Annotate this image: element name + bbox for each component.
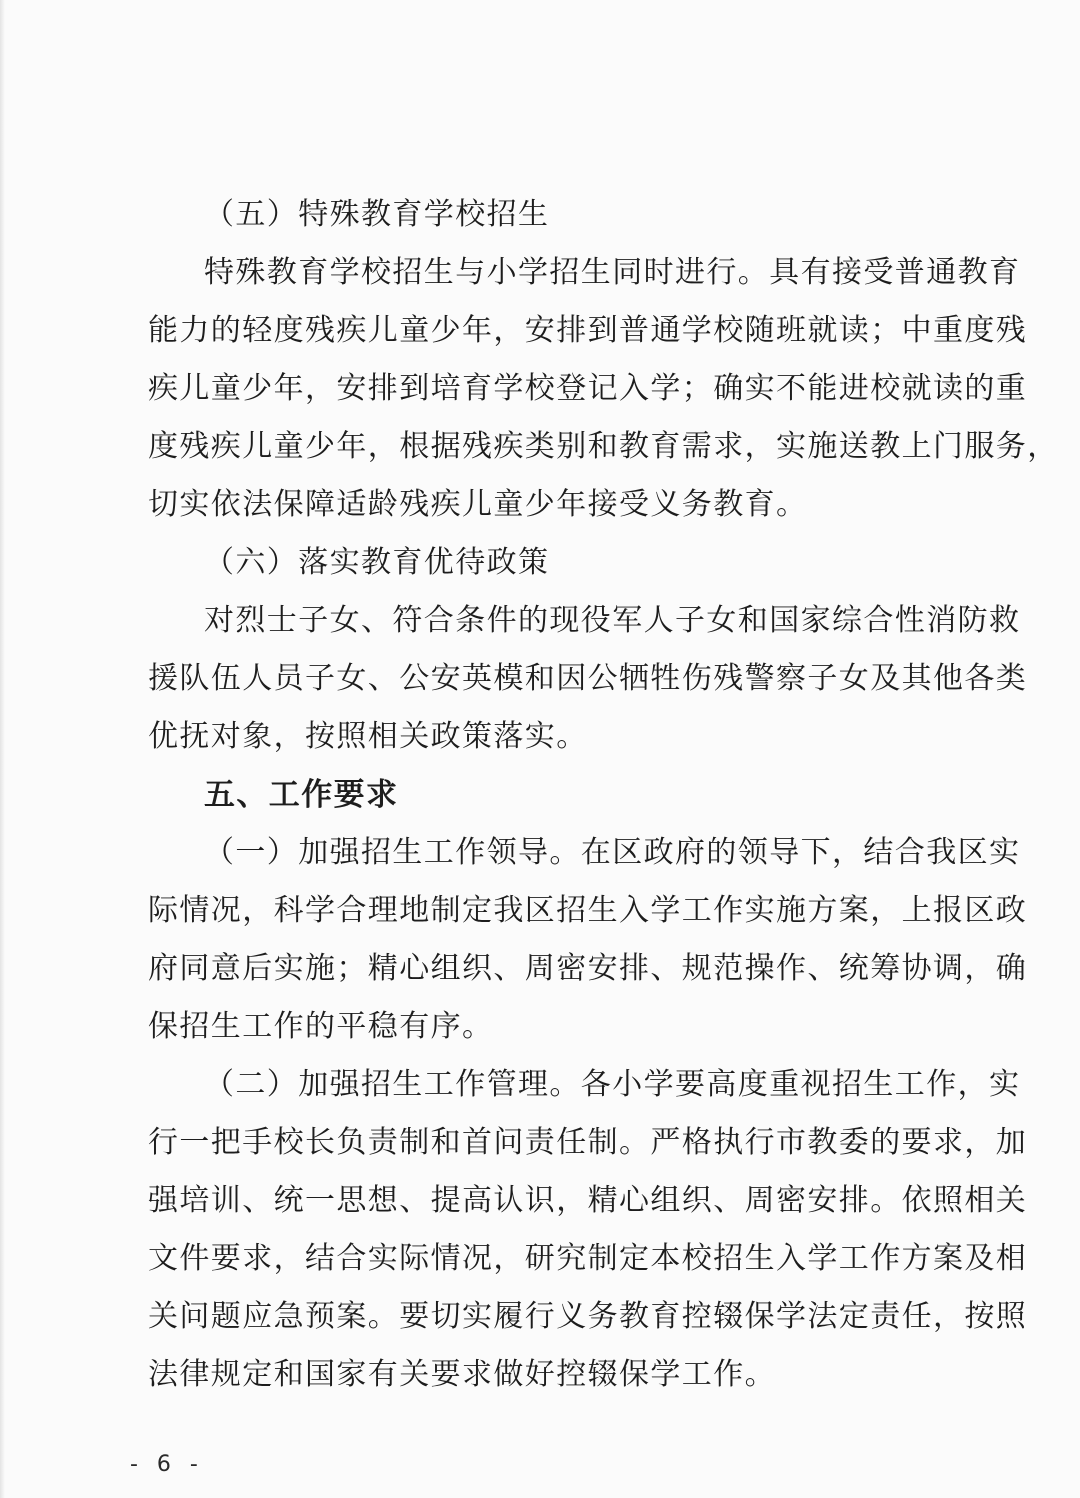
paragraph-line: 关问题应急预案。要切实履行义务教育控辍保学法定责任，按照 xyxy=(148,1299,1028,1334)
paragraph-line: 文件要求，结合实际情况，研究制定本校招生入学工作方案及相 xyxy=(148,1241,1028,1276)
scan-edge xyxy=(0,0,5,1498)
section-heading-preferential-policy: （六）落实教育优待政策 xyxy=(204,545,550,580)
paragraph-line: 优抚对象，按照相关政策落实。 xyxy=(148,719,588,754)
paragraph-line: （二）加强招生工作管理。各小学要高度重视招生工作，实 xyxy=(204,1067,1021,1102)
document-body xyxy=(148,186,1059,1404)
paragraph-line: 能力的轻度残疾儿童少年，安排到普通学校随班就读；中重度残 xyxy=(148,313,1028,348)
page-number: - 6 - xyxy=(130,1452,204,1477)
paragraph-line: 特殊教育学校招生与小学招生同时进行。具有接受普通教育 xyxy=(204,255,1021,290)
paragraph-line: 府同意后实施；精心组织、周密安排、规范操作、统筹协调，确 xyxy=(148,951,1028,986)
paragraph-line: 切实依法保障适龄残疾儿童少年接受义务教育。 xyxy=(148,487,808,522)
paragraph-line: 法律规定和国家有关要求做好控辍保学工作。 xyxy=(148,1357,776,1392)
paragraph-line: 保招生工作的平稳有序。 xyxy=(148,1009,494,1044)
paragraph-line: 际情况，科学合理地制定我区招生入学工作实施方案，上报区政 xyxy=(148,893,1028,928)
paragraph-line: 对烈士子女、符合条件的现役军人子女和国家综合性消防救 xyxy=(204,603,1021,638)
section-heading-special-education: （五）特殊教育学校招生 xyxy=(204,197,550,232)
paragraph-line: 行一把手校长负责制和首问责任制。严格执行市教委的要求，加 xyxy=(148,1125,1028,1160)
paragraph-line: 强培训、统一思想、提高认识，精心组织、周密安排。依照相关 xyxy=(148,1183,1028,1218)
paragraph-line: 援队伍人员子女、公安英模和因公牺牲伤残警察子女及其他各类 xyxy=(148,661,1028,696)
main-heading-work-requirements: 五、工作要求 xyxy=(204,777,399,813)
paragraph-line: 度残疾儿童少年，根据残疾类别和教育需求，实施送教上门服务， xyxy=(148,429,1059,464)
paragraph-line: （一）加强招生工作领导。在区政府的领导下，结合我区实 xyxy=(204,835,1021,870)
paragraph-line: 疾儿童少年，安排到培育学校登记入学；确实不能进校就读的重 xyxy=(148,371,1028,406)
